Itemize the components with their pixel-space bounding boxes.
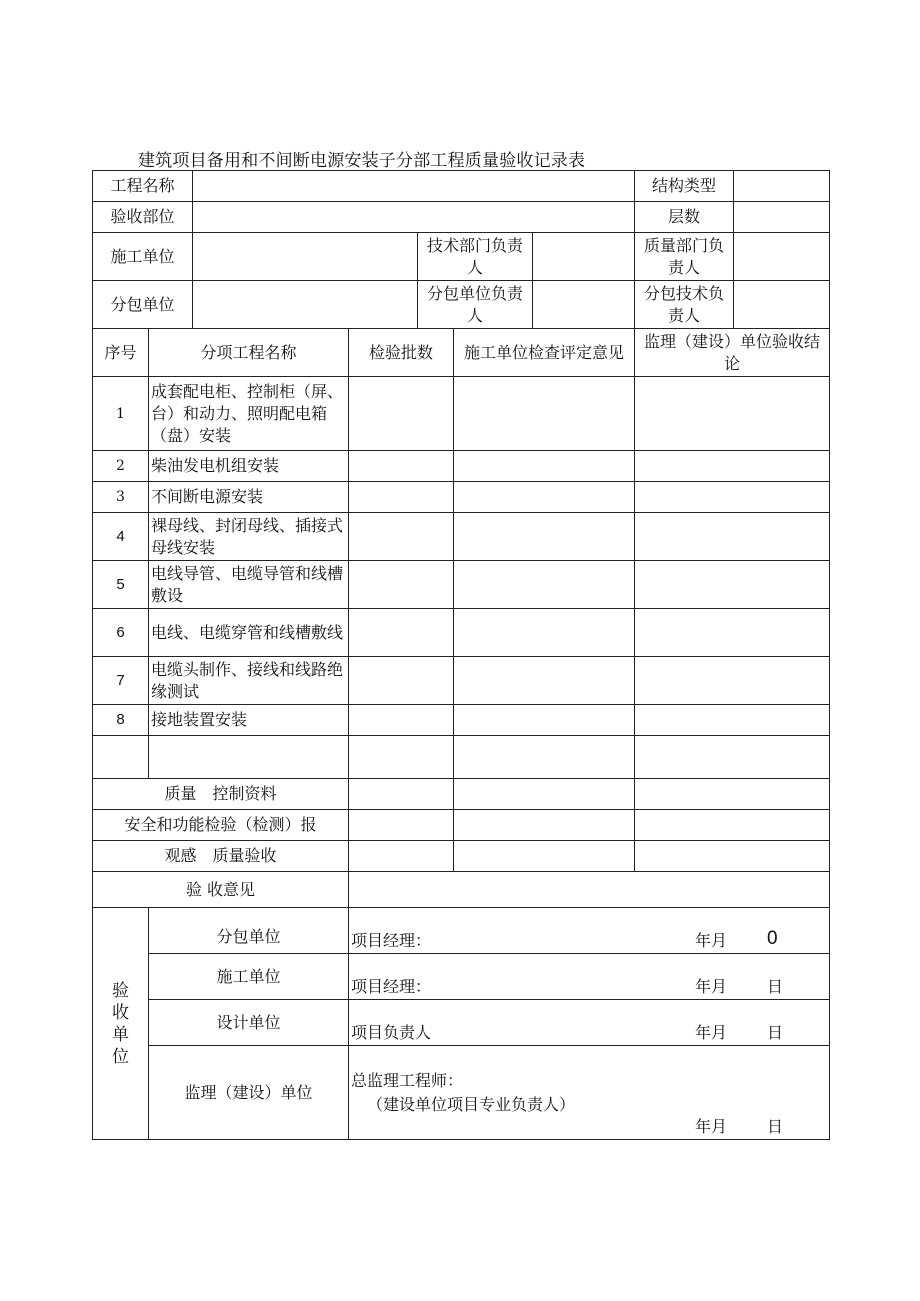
- item-batch-count[interactable]: [349, 377, 454, 451]
- quality-dept-head-label: 质量部门负责人: [635, 233, 734, 281]
- table-row: [93, 451, 830, 482]
- quality-control-docs-opinion[interactable]: [454, 779, 635, 810]
- signer-label: 项目负责人: [351, 1023, 432, 1042]
- item-supervision-conclusion[interactable]: [635, 736, 830, 779]
- item-seq: 4: [93, 513, 149, 561]
- construction-unit-signature[interactable]: [349, 954, 830, 1000]
- construction-unit-value[interactable]: [193, 233, 418, 281]
- acceptance-opinion-label: 验 收意见: [93, 872, 349, 908]
- table-row: [93, 377, 830, 451]
- item-supervision-conclusion[interactable]: [635, 609, 830, 657]
- item-seq: 3: [93, 482, 149, 513]
- acceptance-unit-vertical-label: [93, 908, 149, 1140]
- inspection-part-label: 验收部位: [93, 202, 193, 233]
- item-batch-count[interactable]: [349, 609, 454, 657]
- safety-function-test-conclusion[interactable]: [635, 810, 830, 841]
- structure-type-value[interactable]: [734, 171, 830, 202]
- item-construction-opinion[interactable]: [454, 705, 635, 736]
- item-seq: 1: [93, 377, 149, 451]
- subcontract-unit-head-value[interactable]: [533, 281, 635, 329]
- item-name: 接地装置安装: [149, 705, 349, 736]
- item-seq: 2: [93, 451, 149, 482]
- item-supervision-conclusion[interactable]: [635, 513, 830, 561]
- construction-unit-label: 施工单位: [93, 233, 193, 281]
- project-name-value[interactable]: [193, 171, 635, 202]
- table-row: [93, 705, 830, 736]
- chief-supervisor-label: 总监理工程师：: [351, 1071, 464, 1090]
- table-row: [93, 609, 830, 657]
- item-batch-count[interactable]: [349, 513, 454, 561]
- item-construction-opinion[interactable]: [454, 377, 635, 451]
- table-row: [93, 513, 830, 561]
- item-construction-opinion[interactable]: [454, 513, 635, 561]
- item-name: 电线导管、电缆导管和线槽敷设: [149, 561, 349, 609]
- table-row-empty: [93, 736, 830, 779]
- item-construction-opinion[interactable]: [454, 561, 635, 609]
- subcontract-unit-sign-label: 分包单位: [149, 908, 349, 954]
- item-construction-opinion[interactable]: [454, 657, 635, 705]
- construction-unit-sign-label: 施工单位: [149, 954, 349, 1000]
- year-month-label: 年月: [695, 977, 728, 996]
- item-seq: 6: [93, 609, 149, 657]
- item-seq-empty: [93, 736, 149, 779]
- item-supervision-conclusion[interactable]: [635, 705, 830, 736]
- vertical-char: 收: [112, 1002, 129, 1023]
- item-batch-count[interactable]: [349, 482, 454, 513]
- day-label: 日: [767, 977, 784, 996]
- item-supervision-conclusion[interactable]: [635, 482, 830, 513]
- col-batch-count-header: 检验批数: [349, 329, 454, 377]
- item-supervision-conclusion[interactable]: [635, 561, 830, 609]
- supervision-unit-sign-label: 监理（建设）单位: [149, 1046, 349, 1140]
- table-row: [93, 657, 830, 705]
- tech-dept-head-value[interactable]: [533, 233, 635, 281]
- item-batch-count[interactable]: [349, 657, 454, 705]
- structure-type-label: 结构类型: [635, 171, 734, 202]
- project-name-label: 工程名称: [93, 171, 193, 202]
- safety-function-test-batch[interactable]: [349, 810, 454, 841]
- item-seq: 8: [93, 705, 149, 736]
- item-construction-opinion[interactable]: [454, 609, 635, 657]
- subcontract-unit-head-label: 分包单位负责人: [418, 281, 533, 329]
- year-month-label: 年月: [695, 1023, 728, 1042]
- signer-label: 项目经理：: [351, 977, 432, 996]
- item-batch-count[interactable]: [349, 736, 454, 779]
- table-row: [93, 561, 830, 609]
- quality-dept-head-value[interactable]: [734, 233, 830, 281]
- item-name: 柴油发电机组安装: [149, 451, 349, 482]
- appearance-quality-label: 观感 质量验收: [93, 841, 349, 872]
- vertical-char: 位: [112, 1046, 129, 1067]
- supervision-unit-signature[interactable]: [349, 1046, 830, 1140]
- vertical-char: 单: [112, 1024, 129, 1045]
- design-unit-signature[interactable]: [349, 1000, 830, 1046]
- item-supervision-conclusion[interactable]: [635, 377, 830, 451]
- col-seq-header: 序号: [93, 329, 149, 377]
- tech-dept-head-label: 技术部门负责人: [418, 233, 533, 281]
- item-construction-opinion[interactable]: [454, 736, 635, 779]
- subcontract-unit-label: 分包单位: [93, 281, 193, 329]
- item-supervision-conclusion[interactable]: [635, 657, 830, 705]
- item-name: 电线、电缆穿管和线槽敷线: [149, 609, 349, 657]
- acceptance-opinion-value[interactable]: [349, 872, 830, 908]
- item-construction-opinion[interactable]: [454, 451, 635, 482]
- item-supervision-conclusion[interactable]: [635, 451, 830, 482]
- safety-function-test-opinion[interactable]: [454, 810, 635, 841]
- subcontract-tech-head-label: 分包技术负责人: [635, 281, 734, 329]
- item-name: 裸母线、封闭母线、插接式母线安装: [149, 513, 349, 561]
- quality-control-docs-label: 质量 控制资料: [93, 779, 349, 810]
- col-item-name-header: 分项工程名称: [149, 329, 349, 377]
- item-construction-opinion[interactable]: [454, 482, 635, 513]
- day-label: 日: [767, 1023, 784, 1042]
- design-unit-sign-label: 设计单位: [149, 1000, 349, 1046]
- item-name: 成套配电柜、控制柜（屏、台）和动力、照明配电箱（盘）安装: [149, 377, 349, 451]
- item-batch-count[interactable]: [349, 451, 454, 482]
- inspection-part-value[interactable]: [193, 202, 635, 233]
- item-name: 不间断电源安装: [149, 482, 349, 513]
- appearance-quality-batch[interactable]: [349, 841, 454, 872]
- day-label: 0: [767, 928, 778, 949]
- item-batch-count[interactable]: [349, 705, 454, 736]
- vertical-char: 验: [112, 980, 129, 1001]
- col-construction-opinion-header: 施工单位检查评定意见: [454, 329, 635, 377]
- quality-control-docs-batch[interactable]: [349, 779, 454, 810]
- item-seq: 7: [93, 657, 149, 705]
- table-row: [93, 482, 830, 513]
- subcontract-unit-signature[interactable]: [349, 908, 830, 954]
- acceptance-record-table: [92, 170, 830, 1140]
- signer-label: 项目经理：: [351, 931, 432, 950]
- appearance-quality-opinion[interactable]: [454, 841, 635, 872]
- item-batch-count[interactable]: [349, 561, 454, 609]
- item-name: 电缆头制作、接线和线路绝缘测试: [149, 657, 349, 705]
- floors-value[interactable]: [734, 202, 830, 233]
- day-label: 日: [767, 1117, 784, 1136]
- safety-function-test-label: 安全和功能检验（检测）报: [93, 810, 349, 841]
- owner-project-head-label: （建设单位项目专业负责人）: [367, 1095, 576, 1114]
- col-supervision-conclusion-header: 监理（建设）单位验收结论: [635, 329, 830, 377]
- year-month-label: 年月: [695, 931, 728, 950]
- subcontract-tech-head-value[interactable]: [734, 281, 830, 329]
- year-month-label: 年月: [695, 1117, 728, 1136]
- subcontract-unit-value[interactable]: [193, 281, 418, 329]
- item-seq: 5: [93, 561, 149, 609]
- appearance-quality-conclusion[interactable]: [635, 841, 830, 872]
- item-name-empty[interactable]: [149, 736, 349, 779]
- floors-label: 层数: [635, 202, 734, 233]
- quality-control-docs-conclusion[interactable]: [635, 779, 830, 810]
- form-title: 建筑项目备用和不间断电源安装子分部工程质量验收记录表: [138, 151, 586, 171]
